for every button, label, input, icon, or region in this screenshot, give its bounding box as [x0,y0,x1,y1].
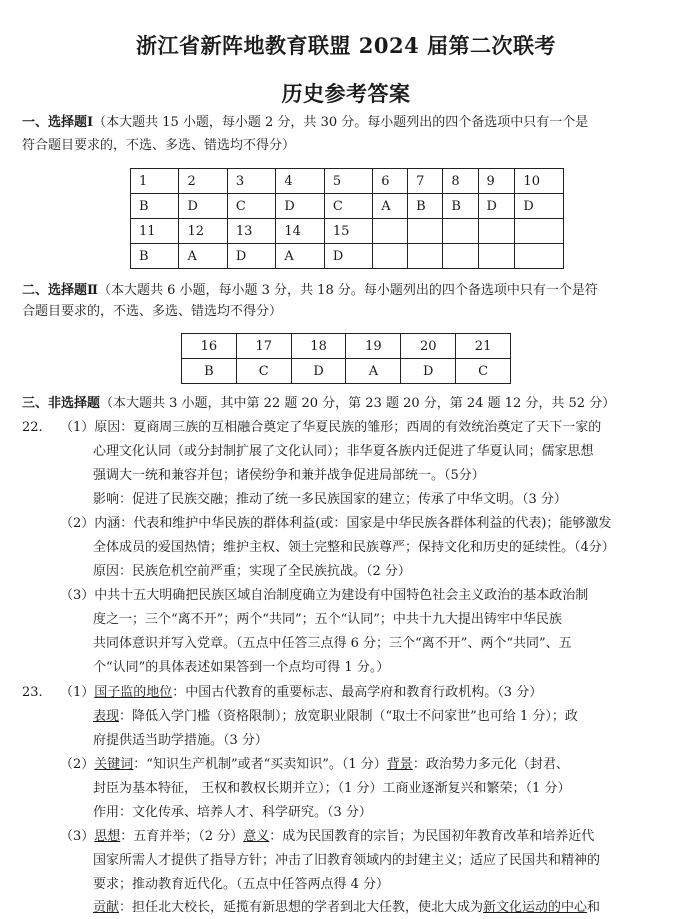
table-cell [478,244,515,269]
keyword: 贡献 [93,900,120,915]
section1-line1 [22,113,588,132]
table-cell: A [179,244,227,269]
q22-line: 强调大一统和兼容并包；诸侯纷争和兼并战争促进局部统一。（5分） [93,468,485,483]
section2-desc: （本大题共 6 小题，每小题 3 分，共 18 分。每小题列出的四个备选项中只有一个是符 [97,283,598,298]
q23-line [60,827,594,846]
table-cell: D [515,194,564,219]
table-cell: A [346,359,401,384]
table-row [131,194,564,219]
answer-text: ：“知识生产机制”或者“买卖知识”。（1 分） [133,757,387,772]
table-row [131,169,564,194]
table-cell: 18 [291,334,346,359]
table-cell: 11 [131,219,179,244]
table-row [131,244,564,269]
table-cell: D [291,359,346,384]
table-cell: 8 [443,169,478,194]
table-cell [443,244,478,269]
table-cell: D [179,194,227,219]
item-marker: （3） [60,829,95,844]
table-cell: 15 [324,219,372,244]
q23-line: 国家所需人才提供了指导方针；冲击了旧教育领域内的封建主义；适应了民国共和精神的 [93,853,601,868]
keyword: 关键词 [94,757,134,772]
table-cell: D [227,244,275,269]
table-cell: C [456,359,511,384]
table-cell: B [131,244,179,269]
q23-number: 23. [22,685,43,700]
table-row [131,219,564,244]
table-row [182,359,511,384]
table-cell: C [236,359,291,384]
q22-line: 影响：促进了民族交融；推动了统一多民族国家的建立；传承了中华文明。（3 分） [93,492,567,507]
table-cell: D [324,244,372,269]
section1-desc: （本大题共 15 小题，每小题 2 分，共 30 分。每小题列出的四个备选项中只有一个是 [93,115,589,130]
table-cell: 21 [456,334,511,359]
table-cell [408,244,443,269]
answer-text: 和 [587,900,601,915]
table-cell [515,219,564,244]
table-cell [408,219,443,244]
section3-desc: （本大题共 3 小题，其中第 22 题 20 分，第 23 题 20 分，第 24 题 12 分，共 52 分） [100,396,616,411]
section3-line [22,394,615,413]
table-cell: B [443,194,478,219]
answer-text: ：降低入学门槛（资格限制）；放宽职业限制（“取士不问家世”也可给 1 分）；政 [119,709,578,724]
q23-line: 封臣为基本特征， 王权和教权长期并立）；（1 分）工商业逐渐复兴和繁荣；（1 分） [93,781,571,796]
table-cell [478,219,515,244]
section2-desc2: 合题目要求的，不选、多选、错选均不得分） [22,304,283,319]
answer-text: ：中国古代教育的重要标志、最高学府和教育行政机构。（3 分） [172,685,543,700]
section2-line1 [22,281,598,300]
table-cell: 5 [324,169,372,194]
q23-line: 府提供适当助学措施。（3 分） [93,733,268,748]
q22-line: 共同体意识并写入党章。（五点中任答三点得 6 分；三个“离不开”、两个“共同”、五 [93,636,572,651]
keyword: 思想 [94,829,121,844]
table-cell: 19 [346,334,401,359]
table-cell: 20 [401,334,456,359]
section1-desc2: 符合题目要求的，不选、多选、错选均不得分） [22,138,296,153]
table-cell: D [401,359,456,384]
table-cell: A [276,244,324,269]
table-cell: 1 [131,169,179,194]
table-cell: 16 [182,334,237,359]
table-cell: B [131,194,179,219]
answer-text: ：政治势力多元化（封君、 [412,757,569,772]
section2-heading: 二、选择题Ⅱ [22,283,98,298]
table-cell: 17 [236,334,291,359]
q22-line: 原因：民族危机空前严重；实现了全民族抗战。（2 分） [93,564,411,579]
keyword: 表现 [93,709,120,724]
table-cell: 2 [179,169,227,194]
table-cell: C [324,194,372,219]
page-subtitle: 历史参考答案 [281,81,411,106]
table-cell: 3 [227,169,275,194]
q22-number: 22. [22,420,43,435]
table-cell [373,219,408,244]
table-cell: C [227,194,275,219]
table-cell: 4 [276,169,324,194]
answer-table-2 [181,333,511,384]
q23-line [60,683,542,702]
table-cell: 9 [478,169,515,194]
q22-line: 个“认同”的具体表述如果答到一个点均可得 1 分。） [93,660,390,675]
table-cell: D [478,194,515,219]
keyword: 背景 [386,757,413,772]
q22-line: 度之一；三个“离不开”；两个“共同”；五个“认同”；中共十九大提出铸牢中华民族 [93,612,562,627]
table-cell: 12 [179,219,227,244]
q22-line: （3）中共十五大明确把民族区域自治制度确立为建设有中国特色社会主义政治的基本政治制 [60,588,589,603]
table-cell: 6 [373,169,408,194]
table-cell: 10 [515,169,564,194]
answer-text: ：担任北大校长，延揽有新思想的学者到北大任教，使北大成为 [119,900,484,915]
table-cell [515,244,564,269]
table-row [182,334,511,359]
q22-line: （1）原因：夏商周三族的互相融合奠定了华夏民族的雏形；西周的有效统治奠定了天下一家的 [60,420,602,435]
q22-line: 全体成员的爱国热情；维护主权、领土完整和民族尊严；保持文化和历史的延续性。（4分） [93,540,615,555]
item-marker: （1） [60,685,95,700]
q23-line: 作用：文化传承、培养人才、科学研究。（3 分） [93,805,372,820]
answer-table-1 [130,168,564,269]
q22-line: （2）内涵：代表和维护中华民族的群体利益(或：国家是中华民族各群体利益的代表)；能够激发 [60,516,612,531]
table-cell: 7 [408,169,443,194]
table-cell [443,219,478,244]
section1-heading: 一、选择题Ⅰ [22,115,94,130]
item-marker: （2） [60,757,95,772]
keyword: 新文化运动的中心 [483,900,588,915]
answer-text: ：五育并举；（2 分） [120,829,244,844]
section3-heading: 三、非选择题 [22,396,101,411]
q23-line [93,707,578,726]
table-cell: 14 [276,219,324,244]
q22-line: 心理文化认同（或分封制扩展了文化认同）；非华夏各族内迁促进了华夏认同；儒家思想 [93,444,594,459]
keyword: 国子监的地位 [94,685,173,700]
page-title: 浙江省新阵地教育联盟 2024 届第二次联考 [135,33,557,58]
keyword: 意义 [243,829,270,844]
answer-text: ：成为民国教育的宗旨；为民国初年教育改革和培养近代 [269,829,595,844]
q23-line: 要求；推动教育近代化。（五点中任答两点得 4 分） [93,877,390,892]
q23-line [60,755,569,774]
table-cell: 13 [227,219,275,244]
table-cell: A [373,194,408,219]
table-cell: D [276,194,324,219]
q23-line [93,899,600,916]
table-cell: B [408,194,443,219]
table-cell: B [182,359,237,384]
table-cell [373,244,408,269]
